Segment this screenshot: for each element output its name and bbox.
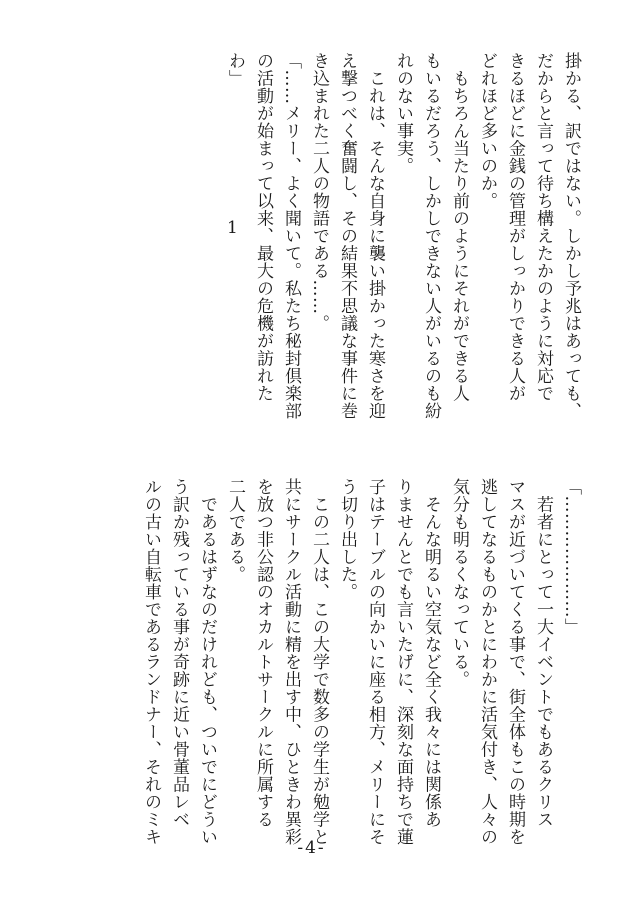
text-column: もいるだろう、しかしできない人がいるのも紛 [421, 52, 441, 420]
text-column: もちろん当たり前のようにそれができる人 [449, 52, 469, 402]
text-column: 子はテーブルの向かいに座る相方、メリーにそ [365, 478, 385, 846]
text-column: 気分も明るくなっている。 [449, 478, 469, 688]
text-column: だからと言って待ち構えたかのように対応で [533, 52, 553, 402]
text-column: 「……メリー、よく聞いて。私たち秘封倶楽部 [281, 52, 301, 420]
text-column: の活動が始まって以来、最大の危機が訪れた [253, 52, 273, 402]
text-column: 掛かる、訳ではない。しかし予兆はあっても、 [561, 52, 581, 420]
text-column: を放つ非公認のオカルトサークルに所属する [253, 478, 273, 828]
text-column: この二人は、この大学で数多の学生が勉学と [309, 478, 329, 846]
text-column: き込まれた二人の物語である……。 [309, 52, 329, 332]
text-column: 共にサークル活動に精を出す中、ひときわ異彩 [281, 478, 301, 846]
text-column: 二人である。 [225, 478, 245, 583]
chapter-number: 1 [227, 218, 238, 238]
text-column: これは、そんな自身に襲い掛かった寒さを迎 [365, 52, 385, 420]
text-column: う切り出した。 [337, 478, 357, 601]
text-column: う訳か残っている事が奇跡に近い骨董品レベ [169, 478, 189, 828]
bottom-text-block [137, 478, 585, 858]
page-number: -4- [297, 838, 326, 858]
text-column: ルの古い自転車であるランドナー、それのミキ [141, 478, 161, 846]
text-column: わ」 [225, 52, 245, 87]
text-column: どれほど多いのか。 [477, 52, 497, 210]
text-column: 若者にとって一大イベントでもあるクリス [533, 478, 553, 828]
text-column: れのない事実。 [393, 52, 413, 175]
text-column: マスが近づいてくる事で、街全体もこの時期を [505, 478, 525, 846]
text-column: きるほどに金銭の管理がしっかりできる人が [505, 52, 525, 402]
text-column: 「…………………」 [561, 478, 581, 636]
text-column: 逃してなるものかとにわかに活気付き、人々の [477, 478, 497, 846]
top-text-block [221, 52, 585, 432]
text-column: りませんとでも言いたげに、深刻な面持ちで蓮 [393, 478, 413, 846]
text-column: え撃つべく奮闘し、その結果不思議な事件に巻 [337, 52, 357, 420]
text-column: であるはずなのだけれども、ついでにどうい [197, 478, 217, 846]
text-column: そんな明るい空気など全く我々には関係あ [421, 478, 441, 828]
